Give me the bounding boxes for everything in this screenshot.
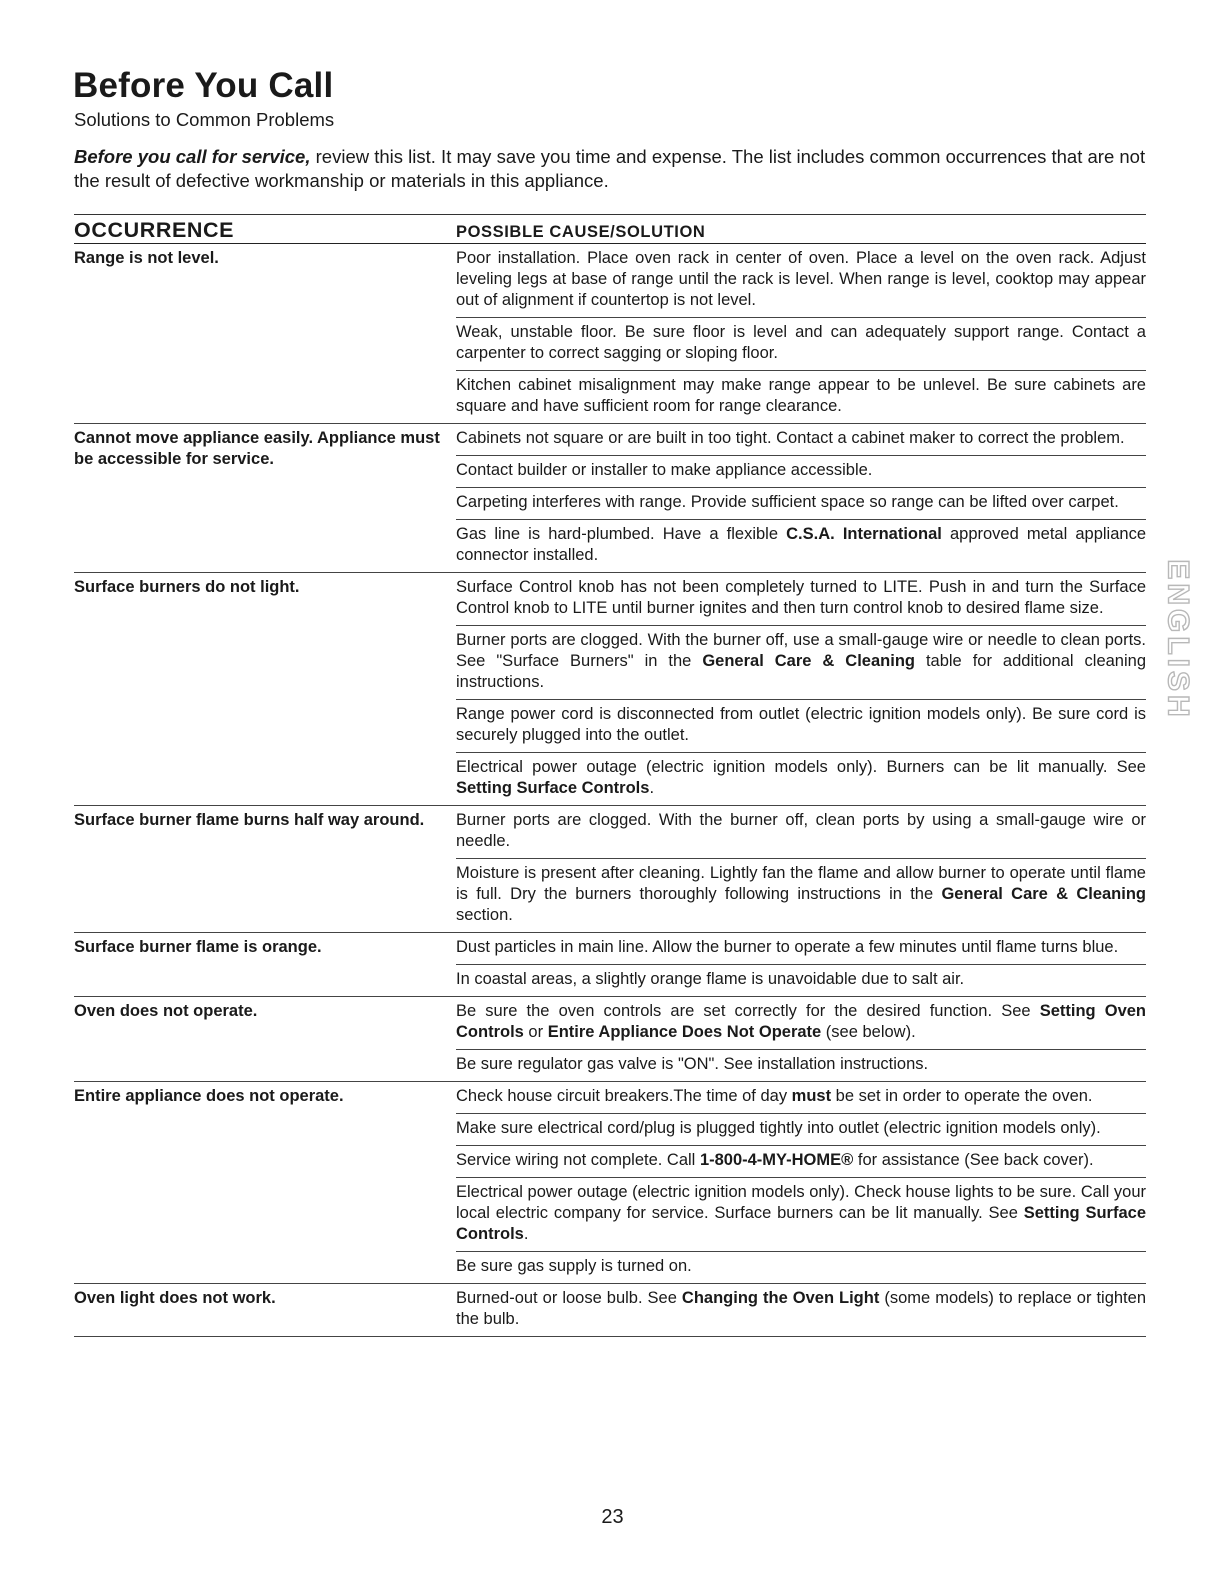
solution-item <box>456 317 1146 370</box>
solution-text: Burner ports are clogged. With the burner off, use a small-gauge wire or needle to clean ports. See "Surface Burners" in the <box>456 631 1146 670</box>
solution-item <box>456 1145 1146 1177</box>
solution-text: approved metal appliance connector installed. <box>456 525 1147 564</box>
intro-paragraph <box>74 145 1154 193</box>
solution-text: Poor installation. Place oven rack in center of oven. Place a level on the oven rack. Adjust leveling legs at base of range until the rack is level. When range is level, cooktop may appear out of alignment if countertop is not level. <box>456 249 1146 309</box>
solution-item <box>456 699 1146 752</box>
solution-emphasis: Setting Surface Controls <box>456 779 650 797</box>
page-subtitle: Solutions to Common Problems <box>74 109 335 130</box>
solution-emphasis: General Care & Cleaning <box>702 652 915 670</box>
solution-text: Contact builder or installer to make appliance accessible. <box>456 461 873 479</box>
solution-item <box>456 1251 1146 1283</box>
solution-item <box>456 997 1146 1049</box>
solution-item <box>456 806 1146 858</box>
solution-text: Kitchen cabinet misalignment may make range appear to be unlevel. Be sure cabinets are square and have sufficient room for range clearance. <box>456 376 1146 415</box>
solution-text: . <box>523 1225 529 1243</box>
solution-column <box>456 997 1146 1081</box>
solution-emphasis: Setting Oven Controls <box>456 1002 1147 1041</box>
table-header <box>74 214 1146 244</box>
solution-text: Gas line is hard-plumbed. Have a flexible <box>456 525 787 543</box>
solution-item <box>456 858 1146 932</box>
solution-text: Check house circuit breakers.The time of day <box>456 1087 792 1105</box>
solution-emphasis: General Care & Cleaning <box>941 885 1147 903</box>
solution-column <box>456 1284 1146 1336</box>
solution-item <box>456 424 1146 455</box>
occurrence-cell: Surface burner flame burns half way around. <box>74 811 425 829</box>
solution-emphasis: Setting Surface Controls <box>456 1204 1146 1243</box>
occurrence-cell: Range is not level. <box>74 249 219 267</box>
solution-item <box>456 933 1146 964</box>
solution-text: for assistance (See back cover). <box>853 1151 1094 1169</box>
table-row <box>74 933 1146 997</box>
intro-lead: Before you call for service, <box>74 146 311 167</box>
solution-column <box>456 424 1146 572</box>
page-number: 23 <box>601 1506 624 1528</box>
solution-text: Be sure regulator gas valve is "ON". See installation instructions. <box>456 1055 929 1073</box>
solution-text: Be sure gas supply is turned on. <box>456 1257 692 1275</box>
page-title: Before You Call <box>73 66 334 105</box>
solution-text: or <box>523 1023 548 1041</box>
intro-text: review this list. It may save you time and expense. The list includes common occurrences that are not the result of defective workmanship or materials in this appliance. <box>74 146 1146 191</box>
solution-item <box>456 1049 1146 1081</box>
occurrence-cell: Surface burners do not light. <box>74 578 300 596</box>
solution-item <box>456 1284 1146 1336</box>
solution-item <box>456 1177 1146 1251</box>
table-row <box>74 997 1146 1082</box>
solution-text: table for additional cleaning instructions. <box>456 652 1146 691</box>
table-row <box>74 1082 1146 1284</box>
table-row <box>74 573 1146 806</box>
solution-emphasis: 1-800-4-MY-HOME® <box>699 1151 854 1169</box>
solution-column <box>456 933 1146 996</box>
troubleshooting-table <box>74 214 1146 1337</box>
solution-item <box>456 625 1146 699</box>
solution-text: Weak, unstable floor. Be sure floor is level and can adequately support range. Contact a carpenter to correct sagging or sloping floor. <box>456 323 1146 362</box>
solution-text: Burner ports are clogged. With the burner off, clean ports by using a small-gauge wire or needle. <box>456 811 1146 850</box>
solution-text: Burned-out or loose bulb. See <box>456 1289 682 1307</box>
solution-column <box>456 244 1146 423</box>
solution-text: Electrical power outage (electric ignition models only). Burners can be lit manually. See <box>456 758 1146 776</box>
solution-item <box>456 519 1146 572</box>
solution-emphasis: Entire Appliance Does Not Operate <box>547 1023 822 1041</box>
solution-text: Moisture is present after cleaning. Lightly fan the flame and allow burner to operate until flame is full. Dry the burners thoroughly following instructions in the <box>456 864 1146 903</box>
occurrence-cell: Oven light does not work. <box>74 1289 276 1307</box>
table-row <box>74 1284 1146 1337</box>
solution-text: section. <box>456 906 513 924</box>
solution-item <box>456 752 1146 805</box>
solution-text: (see below). <box>821 1023 916 1041</box>
occurrence-cell: Entire appliance does not operate. <box>74 1087 344 1105</box>
solution-text: Be sure the oven controls are set correctly for the desired function. See <box>456 1002 1040 1020</box>
table-row <box>74 424 1146 573</box>
solution-text: Cabinets not square or are built in too tight. Contact a cabinet maker to correct the problem. <box>456 429 1125 447</box>
header-solution: POSSIBLE CAUSE/SOLUTION <box>456 223 706 241</box>
solution-text: be set in order to operate the oven. <box>831 1087 1093 1105</box>
solution-text: . <box>649 779 655 797</box>
solution-column <box>456 1082 1146 1283</box>
solution-text: Service wiring not complete. Call <box>456 1151 700 1169</box>
solution-emphasis: must <box>791 1087 832 1105</box>
solution-text: Surface Control knob has not been completely turned to LITE. Push in and turn the Surface Control knob to LITE until burner ignites and then turn control knob to desired flame size. <box>456 578 1146 617</box>
solution-column <box>456 573 1146 805</box>
solution-item <box>456 964 1146 996</box>
table-body <box>74 244 1146 1337</box>
solution-text: Dust particles in main line. Allow the burner to operate a few minutes until flame turns blue. <box>456 938 1119 956</box>
solution-text: Electrical power outage (electric ignition models only). Check house lights to be sure. Call your local electric company for service. Surface burners can be lit manually. See <box>456 1183 1146 1222</box>
solution-item <box>456 1113 1146 1145</box>
solution-item <box>456 487 1146 519</box>
language-tab-label: ENGLISH <box>1162 559 1196 721</box>
solution-column <box>456 806 1146 932</box>
solution-item <box>456 573 1146 625</box>
solution-item <box>456 244 1146 317</box>
occurrence-cell: Cannot move appliance easily. Appliance must be accessible for service. <box>74 429 440 468</box>
occurrence-cell: Oven does not operate. <box>74 1002 258 1020</box>
solution-item <box>456 455 1146 487</box>
solution-item <box>456 370 1146 423</box>
solution-text: Range power cord is disconnected from outlet (electric ignition models only). Be sure cord is securely plugged into the outlet. <box>456 705 1146 744</box>
solution-text: Make sure electrical cord/plug is plugged tightly into outlet (electric ignition models only). <box>456 1119 1101 1137</box>
table-row <box>74 244 1146 424</box>
solution-text: In coastal areas, a slightly orange flame is unavoidable due to salt air. <box>456 970 965 988</box>
solution-emphasis: C.S.A. International <box>786 525 942 543</box>
language-tab <box>1158 559 1198 721</box>
solution-item <box>456 1082 1146 1113</box>
solution-emphasis: Changing the Oven Light <box>681 1289 880 1307</box>
table-row <box>74 806 1146 933</box>
solution-text: Carpeting interferes with range. Provide sufficient space so range can be lifted over carpet. <box>456 493 1119 511</box>
solution-text: (some models) to replace or tighten the bulb. <box>456 1289 1146 1328</box>
occurrence-cell: Surface burner flame is orange. <box>74 938 322 956</box>
header-occurrence: OCCURRENCE <box>74 218 235 242</box>
